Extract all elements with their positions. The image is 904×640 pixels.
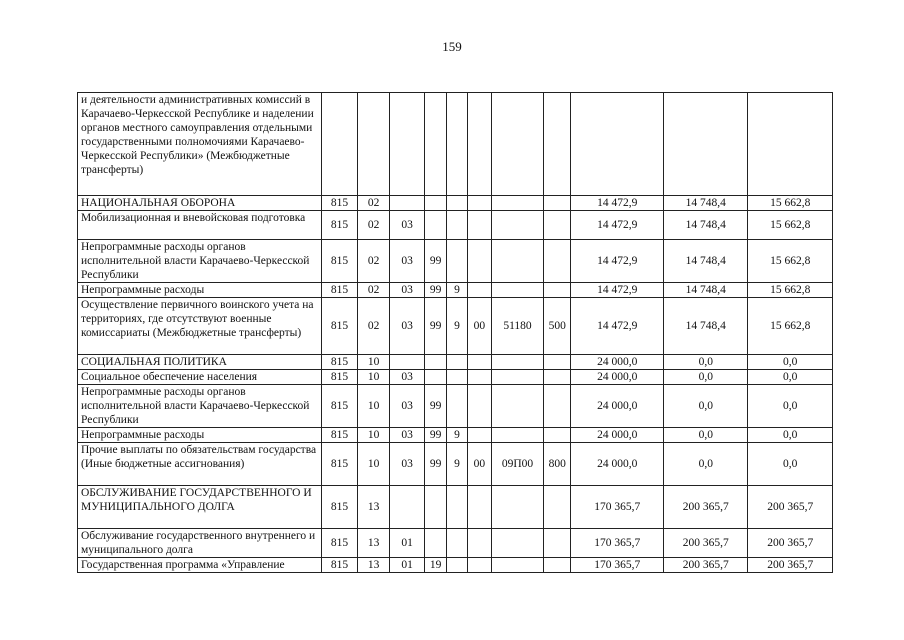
code-cell: 02 — [357, 211, 390, 240]
amount-cell: 14 472,9 — [571, 211, 664, 240]
code-cell — [492, 355, 544, 370]
code-cell — [390, 355, 425, 370]
amount-cell: 15 662,8 — [748, 196, 833, 211]
code-cell: 815 — [322, 529, 358, 558]
amount-cell: 0,0 — [748, 428, 833, 443]
code-cell: 815 — [322, 486, 358, 529]
code-cell: 815 — [322, 370, 358, 385]
code-cell — [492, 428, 544, 443]
code-cell: 500 — [543, 298, 570, 355]
code-cell: 815 — [322, 443, 358, 486]
code-cell — [543, 486, 570, 529]
code-cell: 01 — [390, 529, 425, 558]
code-cell: 02 — [357, 298, 390, 355]
amount-cell: 0,0 — [748, 370, 833, 385]
amount-cell — [664, 93, 748, 196]
code-cell — [357, 93, 390, 196]
code-cell — [543, 211, 570, 240]
amount-cell: 0,0 — [664, 370, 748, 385]
code-cell — [492, 486, 544, 529]
code-cell — [447, 385, 467, 428]
amount-cell: 15 662,8 — [748, 283, 833, 298]
amount-cell: 14 748,4 — [664, 298, 748, 355]
amount-cell: 200 365,7 — [664, 558, 748, 573]
code-cell: 19 — [424, 558, 446, 573]
amount-cell: 24 000,0 — [571, 443, 664, 486]
amount-cell: 200 365,7 — [748, 486, 833, 529]
code-cell — [543, 196, 570, 211]
table-row — [78, 443, 833, 486]
code-cell: 99 — [424, 428, 446, 443]
code-cell: 03 — [390, 211, 425, 240]
amount-cell: 0,0 — [664, 355, 748, 370]
table-row — [78, 370, 833, 385]
amount-cell: 14 748,4 — [664, 196, 748, 211]
code-cell — [424, 486, 446, 529]
code-cell: 9 — [447, 428, 467, 443]
code-cell: 51180 — [492, 298, 544, 355]
amount-cell: 170 365,7 — [571, 558, 664, 573]
code-cell — [467, 355, 491, 370]
row-name: НАЦИОНАЛЬНАЯ ОБОРОНА — [78, 196, 322, 211]
row-name: Социальное обеспечение населения — [78, 370, 322, 385]
code-cell — [543, 355, 570, 370]
amount-cell: 170 365,7 — [571, 529, 664, 558]
code-cell: 99 — [424, 240, 446, 283]
code-cell: 02 — [357, 196, 390, 211]
code-cell: 9 — [447, 443, 467, 486]
code-cell: 815 — [322, 283, 358, 298]
code-cell — [543, 529, 570, 558]
code-cell: 10 — [357, 370, 390, 385]
amount-cell: 0,0 — [748, 385, 833, 428]
code-cell: 815 — [322, 240, 358, 283]
amount-cell: 0,0 — [664, 385, 748, 428]
code-cell: 815 — [322, 211, 358, 240]
code-cell: 02 — [357, 240, 390, 283]
code-cell: 10 — [357, 443, 390, 486]
code-cell — [492, 211, 544, 240]
code-cell: 03 — [390, 298, 425, 355]
row-name: Государственная программа «Управление — [78, 558, 322, 573]
code-cell: 815 — [322, 355, 358, 370]
table-row — [78, 428, 833, 443]
code-cell: 09П00 — [492, 443, 544, 486]
code-cell — [447, 196, 467, 211]
code-cell: 9 — [447, 283, 467, 298]
code-cell: 800 — [543, 443, 570, 486]
code-cell: 00 — [467, 298, 491, 355]
code-cell — [424, 355, 446, 370]
row-name: Осуществление первичного воинского учета на территориях, где отсутствуют военные комиссариаты (Межбюджетные трансферты) — [78, 298, 322, 355]
row-name: и деятельности административных комиссий в Карачаево-Черкесской Республике и наделении органов местного самоуправления отдельными государственными полномочиями Карачаево-Черкесской Республики» (Межбюджетные трансферты) — [78, 93, 322, 196]
amount-cell: 15 662,8 — [748, 298, 833, 355]
code-cell — [467, 283, 491, 298]
amount-cell: 0,0 — [748, 443, 833, 486]
amount-cell: 200 365,7 — [748, 529, 833, 558]
code-cell: 13 — [357, 529, 390, 558]
code-cell — [467, 370, 491, 385]
code-cell — [447, 529, 467, 558]
code-cell: 815 — [322, 298, 358, 355]
code-cell: 02 — [357, 283, 390, 298]
code-cell: 03 — [390, 428, 425, 443]
table-row — [78, 529, 833, 558]
code-cell — [492, 240, 544, 283]
amount-cell: 24 000,0 — [571, 370, 664, 385]
code-cell — [424, 93, 446, 196]
amount-cell: 0,0 — [748, 355, 833, 370]
row-name: ОБСЛУЖИВАНИЕ ГОСУДАРСТВЕННОГО И МУНИЦИПАЛЬНОГО ДОЛГА — [78, 486, 322, 529]
amount-cell: 14 472,9 — [571, 298, 664, 355]
code-cell: 00 — [467, 443, 491, 486]
code-cell — [424, 370, 446, 385]
code-cell — [467, 529, 491, 558]
amount-cell: 200 365,7 — [664, 486, 748, 529]
code-cell — [492, 196, 544, 211]
code-cell — [492, 529, 544, 558]
amount-cell: 200 365,7 — [748, 558, 833, 573]
code-cell: 03 — [390, 370, 425, 385]
code-cell: 13 — [357, 558, 390, 573]
amount-cell — [571, 93, 664, 196]
code-cell: 13 — [357, 486, 390, 529]
amount-cell: 14 472,9 — [571, 283, 664, 298]
page-number: 159 — [442, 39, 462, 54]
code-cell — [543, 385, 570, 428]
code-cell — [424, 211, 446, 240]
code-cell: 01 — [390, 558, 425, 573]
row-name: Непрограммные расходы — [78, 283, 322, 298]
amount-cell: 0,0 — [664, 428, 748, 443]
amount-cell: 15 662,8 — [748, 240, 833, 283]
code-cell: 99 — [424, 443, 446, 486]
code-cell: 99 — [424, 283, 446, 298]
budget-table — [77, 92, 833, 573]
table-row — [78, 283, 833, 298]
row-name: Прочие выплаты по обязательствам государства (Иные бюджетные ассигнования) — [78, 443, 322, 486]
code-cell — [467, 93, 491, 196]
code-cell: 03 — [390, 443, 425, 486]
code-cell — [467, 428, 491, 443]
code-cell: 03 — [390, 240, 425, 283]
code-cell: 815 — [322, 428, 358, 443]
code-cell — [447, 93, 467, 196]
code-cell — [467, 558, 491, 573]
code-cell — [447, 370, 467, 385]
code-cell — [467, 211, 491, 240]
code-cell — [467, 385, 491, 428]
row-name: Непрограммные расходы органов исполнительной власти Карачаево-Черкесской Республики — [78, 385, 322, 428]
code-cell: 10 — [357, 428, 390, 443]
row-name: Обслуживание государственного внутреннего и муниципального долга — [78, 529, 322, 558]
amount-cell: 24 000,0 — [571, 428, 664, 443]
code-cell — [467, 240, 491, 283]
code-cell — [467, 486, 491, 529]
amount-cell: 14 472,9 — [571, 240, 664, 283]
table-row — [78, 385, 833, 428]
amount-cell: 24 000,0 — [571, 355, 664, 370]
table-row — [78, 486, 833, 529]
row-name: Непрограммные расходы органов исполнительной власти Карачаево-Черкесской Республики — [78, 240, 322, 283]
amount-cell: 14 748,4 — [664, 211, 748, 240]
table-row — [78, 211, 833, 240]
amount-cell — [748, 93, 833, 196]
code-cell — [492, 385, 544, 428]
code-cell — [390, 486, 425, 529]
code-cell — [447, 240, 467, 283]
code-cell: 815 — [322, 385, 358, 428]
code-cell: 03 — [390, 385, 425, 428]
code-cell — [543, 428, 570, 443]
code-cell — [543, 283, 570, 298]
code-cell — [492, 370, 544, 385]
table-row — [78, 93, 833, 196]
code-cell — [390, 93, 425, 196]
code-cell: 99 — [424, 298, 446, 355]
amount-cell: 200 365,7 — [664, 529, 748, 558]
code-cell — [447, 558, 467, 573]
row-name: Непрограммные расходы — [78, 428, 322, 443]
row-name: СОЦИАЛЬНАЯ ПОЛИТИКА — [78, 355, 322, 370]
table-body — [78, 93, 833, 573]
code-cell — [447, 211, 467, 240]
code-cell: 815 — [322, 196, 358, 211]
amount-cell: 14 472,9 — [571, 196, 664, 211]
code-cell: 10 — [357, 385, 390, 428]
code-cell: 03 — [390, 283, 425, 298]
code-cell — [543, 240, 570, 283]
code-cell — [447, 486, 467, 529]
amount-cell: 14 748,4 — [664, 283, 748, 298]
table-row — [78, 558, 833, 573]
code-cell — [543, 93, 570, 196]
code-cell: 9 — [447, 298, 467, 355]
table-row — [78, 355, 833, 370]
code-cell — [424, 196, 446, 211]
amount-cell: 14 748,4 — [664, 240, 748, 283]
code-cell — [322, 93, 358, 196]
code-cell — [424, 529, 446, 558]
code-cell: 10 — [357, 355, 390, 370]
code-cell — [467, 196, 491, 211]
amount-cell: 24 000,0 — [571, 385, 664, 428]
code-cell — [543, 558, 570, 573]
code-cell — [447, 355, 467, 370]
code-cell — [492, 93, 544, 196]
amount-cell: 0,0 — [664, 443, 748, 486]
table-row — [78, 240, 833, 283]
code-cell — [492, 558, 544, 573]
code-cell — [390, 196, 425, 211]
code-cell — [543, 370, 570, 385]
table-row — [78, 298, 833, 355]
amount-cell: 170 365,7 — [571, 486, 664, 529]
code-cell: 815 — [322, 558, 358, 573]
code-cell — [492, 283, 544, 298]
amount-cell: 15 662,8 — [748, 211, 833, 240]
table-row — [78, 196, 833, 211]
code-cell: 99 — [424, 385, 446, 428]
row-name: Мобилизационная и вневойсковая подготовка — [78, 211, 322, 240]
